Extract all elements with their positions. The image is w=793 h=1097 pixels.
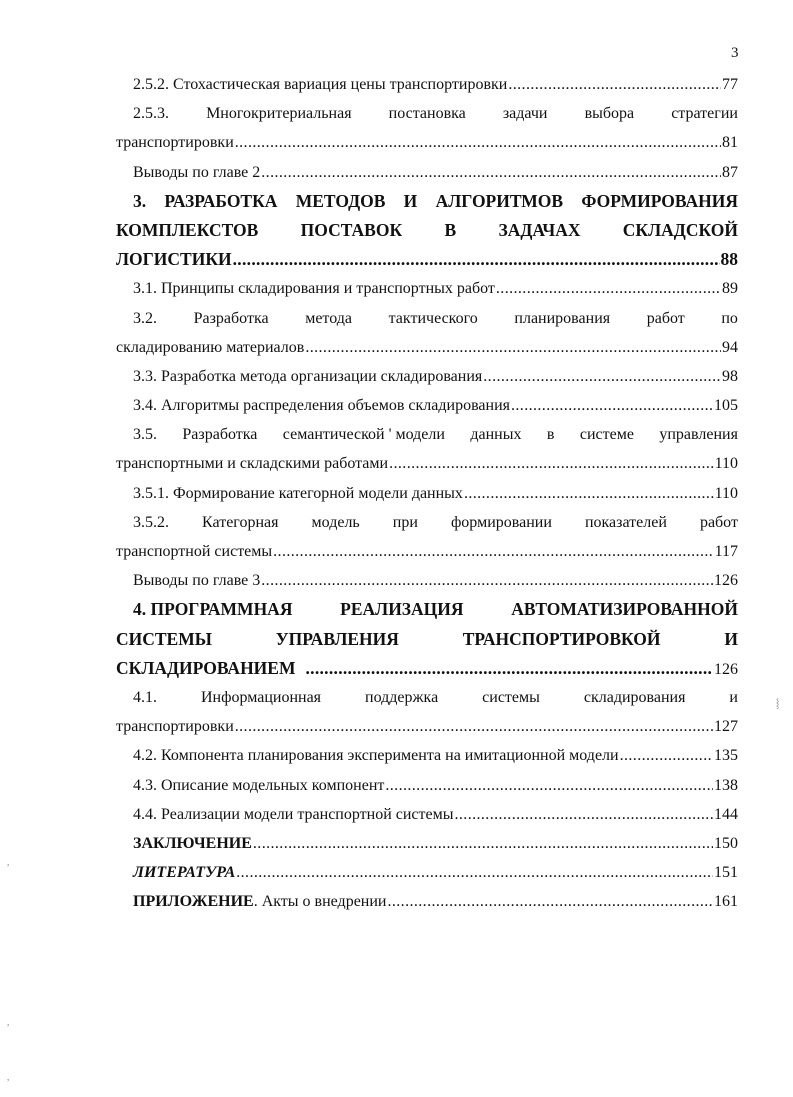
toc-word: СИСТЕМЫ <box>116 628 212 649</box>
toc-word: формировании <box>450 513 552 531</box>
toc-word: метода <box>305 309 352 327</box>
toc-word: задачи <box>502 105 548 123</box>
toc-entry-3-5-line2[interactable] <box>116 449 738 478</box>
toc-entry-title: 3.5.1. Формирование категорной модели данных <box>133 484 463 502</box>
toc-word: ЗАДАЧАХ <box>498 219 581 240</box>
toc-chapter-4-line1[interactable] <box>116 595 738 624</box>
toc-chapter-4-line2[interactable] <box>116 625 738 654</box>
toc-word: И <box>724 628 738 649</box>
toc-entry-title: транспортными и складскими работами <box>116 455 389 473</box>
toc-entry-3-5-2-line2[interactable] <box>116 537 738 566</box>
toc-word: постановка <box>388 105 466 123</box>
toc-entry-page: 98 <box>722 367 738 385</box>
scan-speck: , <box>7 1072 10 1082</box>
toc-word: семантической ' модели <box>282 426 445 444</box>
toc-entry-page: 110 <box>714 484 738 502</box>
toc-entry-conclusion[interactable] <box>116 829 738 858</box>
toc-word: при <box>392 513 418 531</box>
toc-word: 3. <box>133 190 147 211</box>
appendix-text: . Акты о внедрении <box>253 893 387 911</box>
toc-word: данных <box>470 426 522 444</box>
toc-word: УПРАВЛЕНИЯ <box>275 628 399 649</box>
toc-entry-title: Выводы по главе 3 <box>133 572 261 590</box>
toc-chapter-3-line1[interactable] <box>116 187 738 216</box>
toc-entry-title: ЛОГИСТИКИ <box>116 249 232 270</box>
toc-word: по <box>721 309 738 327</box>
toc-entry-title: 2.5.2. Стохастическая вариация цены транспортировки <box>133 76 508 93</box>
toc-entry-title: транспортировки <box>116 718 234 736</box>
toc-entry-page: 94 <box>722 338 738 356</box>
toc-chapter-3-line2[interactable] <box>116 216 738 245</box>
toc-entry-4-1-line1[interactable] <box>116 683 738 712</box>
scan-speck: , <box>7 1017 10 1027</box>
appendix-label: ПРИЛОЖЕНИЕ <box>133 893 254 911</box>
dot-leader <box>235 128 721 157</box>
toc-entry-page: 126 <box>714 572 738 590</box>
toc-entry-title: 4.3. Описание модельных компонент <box>133 776 385 794</box>
toc-entry-3-2-line2[interactable] <box>116 333 738 362</box>
toc-entry-page: 151 <box>714 864 738 882</box>
toc-entry-page: 105 <box>714 397 738 415</box>
toc-entry-title <box>133 887 386 916</box>
toc-entry-2-5-2[interactable] <box>116 70 738 99</box>
toc-entry-page: 126 <box>714 660 738 678</box>
toc-entry-4-1-line2[interactable] <box>116 712 738 741</box>
toc-word: АВТОМАТИЗИРОВАННОЙ <box>511 599 738 620</box>
toc-word: РАЗРАБОТКА <box>164 190 278 211</box>
toc-word: стратегии <box>671 105 738 123</box>
toc-entry-title: ЛИТЕРАТУРА <box>133 864 236 882</box>
toc-entry-title: 3.3. Разработка метода организации складирования <box>133 367 483 385</box>
toc-entry-2-5-3-line2[interactable] <box>116 128 738 157</box>
toc-entry-page: 150 <box>714 834 738 852</box>
toc-word: 3.2. <box>133 309 157 327</box>
toc-word: 4.1. <box>133 688 157 706</box>
toc-word: выбора <box>584 105 635 123</box>
scan-speck: ⸾ <box>776 698 780 708</box>
toc-word: показателей <box>584 513 667 531</box>
toc-entry-page: 81 <box>722 134 738 152</box>
toc-entry-page: 89 <box>722 280 738 298</box>
toc-entry-page: 77 <box>722 76 738 93</box>
dot-leader <box>273 537 713 566</box>
toc-chapter-3-line3[interactable] <box>116 245 738 274</box>
toc-entry-title: Выводы по главе 2 <box>133 163 261 181</box>
toc-entry-page: 110 <box>714 455 738 473</box>
toc-entry-3-5-1[interactable] <box>116 479 738 508</box>
toc-entry-title: 4.4. Реализации модели транспортной системы <box>133 805 454 823</box>
toc-word: системе <box>579 426 634 444</box>
toc-entry-title: складированию материалов <box>116 338 305 356</box>
toc-word: Категорная <box>202 513 279 531</box>
dot-leader <box>496 274 721 303</box>
toc-word: Информационная <box>200 688 322 706</box>
toc-entry-3-5-line1[interactable] <box>116 420 738 449</box>
toc-word: РЕАЛИЗАЦИЯ <box>340 599 464 620</box>
toc-word: ТРАНСПОРТИРОВКОЙ <box>462 628 661 649</box>
toc-word: ПОСТАВОК <box>300 219 403 240</box>
dot-leader <box>253 829 713 858</box>
toc-word: планирования <box>514 309 611 327</box>
dot-leader <box>508 70 721 99</box>
dot-leader <box>464 479 714 508</box>
toc-word: и <box>729 688 738 706</box>
toc-word: ФОРМИРОВАНИЯ <box>581 190 738 211</box>
toc-entry-literature[interactable] <box>116 858 738 887</box>
toc-word: поддержка <box>365 688 439 706</box>
toc-word: 3.5. <box>133 426 157 444</box>
toc-entry-3-1[interactable] <box>116 274 738 303</box>
toc-entry-conclusions-ch2[interactable] <box>116 158 738 187</box>
toc-entry-4-3[interactable] <box>116 771 738 800</box>
dot-leader <box>483 362 721 391</box>
toc-word: тактического <box>388 309 478 327</box>
toc-word: Разработка <box>193 309 269 327</box>
scan-speck: , <box>7 857 10 867</box>
dot-leader <box>233 245 720 274</box>
table-of-contents <box>116 70 738 916</box>
toc-entry-page: 144 <box>714 805 738 823</box>
dot-leader <box>236 858 713 887</box>
toc-word: СКЛАДСКОЙ <box>622 219 738 240</box>
toc-word: управления <box>659 426 738 444</box>
toc-word: 3.5.2. <box>133 513 169 531</box>
toc-word: 4. ПРОГРАММНАЯ <box>133 599 293 620</box>
toc-entry-appendix[interactable] <box>116 887 738 916</box>
dot-leader <box>620 741 713 770</box>
toc-entry-page: 135 <box>714 747 738 765</box>
toc-entry-page: 138 <box>714 776 738 794</box>
toc-entry-title: 3.4. Алгоритмы распределения объемов складирования <box>133 397 510 415</box>
dot-leader <box>511 391 713 420</box>
dot-leader <box>235 712 713 741</box>
toc-word: работ <box>699 513 738 531</box>
page-number: 3 <box>731 45 739 61</box>
toc-word: системы <box>482 688 540 706</box>
toc-entry-3-5-2-line1[interactable] <box>116 508 738 537</box>
toc-word: работ <box>646 309 685 327</box>
toc-word: в <box>546 426 555 444</box>
toc-entry-4-4[interactable] <box>116 800 738 829</box>
toc-entry-conclusions-ch3[interactable] <box>116 566 738 595</box>
toc-word: И <box>403 190 418 211</box>
toc-entry-3-3[interactable] <box>116 362 738 391</box>
toc-word: 2.5.3. <box>133 105 169 123</box>
toc-entry-title: 4.2. Компонента планирования эксперимента на имитационной модели <box>133 747 619 765</box>
toc-entry-page: 127 <box>714 718 738 736</box>
toc-word: складирования <box>583 688 686 706</box>
toc-word: МЕТОДОВ <box>295 190 386 211</box>
toc-entry-title: транспортировки <box>116 134 234 152</box>
dot-leader <box>261 566 713 595</box>
toc-entry-page: 87 <box>722 163 738 181</box>
toc-entry-title: 3.1. Принципы складирования и транспортных работ <box>133 280 495 298</box>
toc-entry-3-4[interactable] <box>116 391 738 420</box>
toc-entry-title: ЗАКЛЮЧЕНИЕ <box>133 834 252 852</box>
toc-entry-page: 117 <box>714 543 738 560</box>
toc-entry-3-2-line1[interactable] <box>116 304 738 333</box>
toc-entry-page: 161 <box>714 893 738 911</box>
dot-leader <box>387 887 713 916</box>
dot-leader <box>305 654 713 683</box>
toc-word: Разработка <box>182 426 258 444</box>
dot-leader <box>389 449 714 478</box>
toc-entry-title: транспортной системы <box>116 543 273 560</box>
toc-word: В <box>444 219 457 240</box>
dot-leader <box>455 800 714 829</box>
toc-word: КОМПЛЕКСТОВ <box>116 219 259 240</box>
toc-entry-title: СКЛАДИРОВАНИЕМ <box>116 657 296 678</box>
toc-entry-2-5-3-line1[interactable] <box>116 99 738 128</box>
dot-leader <box>305 333 721 362</box>
toc-word: АЛГОРИТМОВ <box>435 190 564 211</box>
toc-word: Многокритериальная <box>206 105 352 123</box>
dot-leader <box>261 158 721 187</box>
toc-entry-page: 88 <box>720 249 738 270</box>
toc-word: модель <box>311 513 360 531</box>
dot-leader <box>385 771 713 800</box>
toc-chapter-4-line3[interactable] <box>116 654 738 683</box>
toc-entry-4-2[interactable] <box>116 741 738 770</box>
